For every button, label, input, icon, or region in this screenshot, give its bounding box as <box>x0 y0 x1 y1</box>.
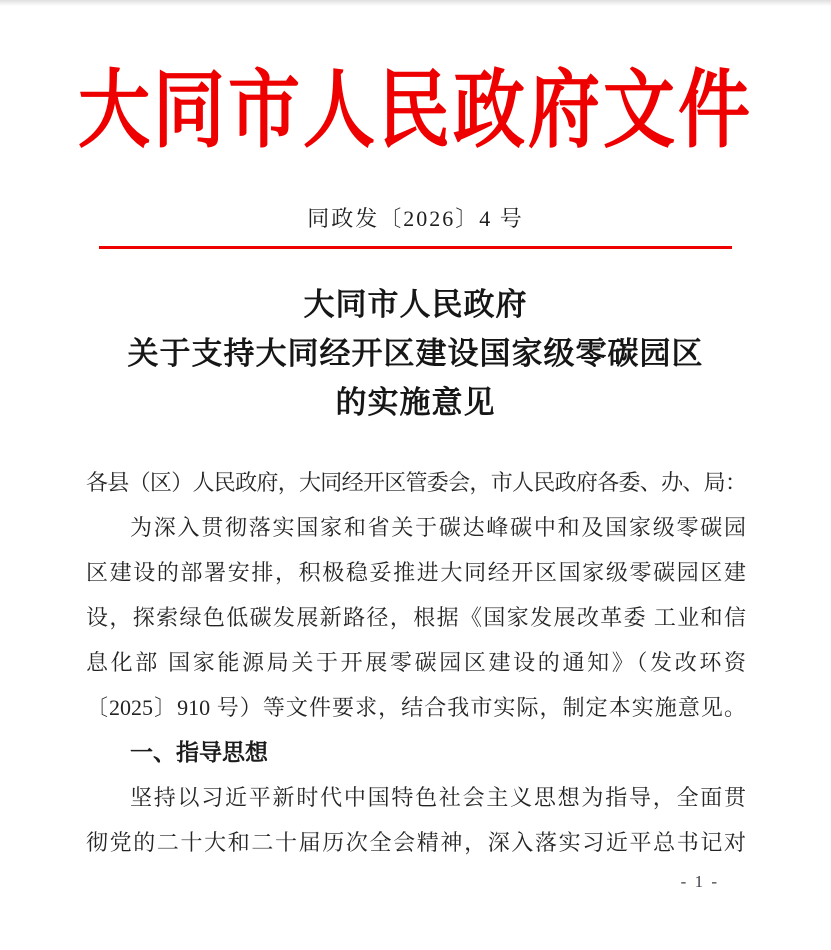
paragraph-1-line-2: 区建设的部署安排，积极稳妥推进大同经开区国家级零碳园区建 <box>86 560 746 585</box>
paragraph-2-line-2: 彻党的二十大和二十届历次全会精神，深入落实习近平总书记对 <box>86 830 746 855</box>
paragraph-1-line-5: 〔2025〕910 号）等文件要求，结合我市实际，制定本实施意见。 <box>86 695 746 720</box>
document-number: 同政发〔2026〕4 号 <box>307 206 524 231</box>
document-title-line-2: 关于支持大同经开区建设国家级零碳园区 <box>127 336 704 371</box>
paragraph-1-line-4: 息化部 国家能源局关于开展零碳园区建设的通知》（发改环资 <box>86 650 746 675</box>
paragraph-1-line-1: 为深入贯彻落实国家和省关于碳达峰碳中和及国家级零碳园 <box>130 515 746 540</box>
scan-top-edge <box>0 0 831 6</box>
red-divider-line <box>99 246 732 249</box>
paragraph-1-line-3: 设，探索绿色低碳发展新路径，根据《国家发展改革委 工业和信 <box>86 605 746 630</box>
page-number: - 1 - <box>680 872 719 891</box>
letterhead-title: 大同市人民政府文件 <box>77 64 753 159</box>
document-title-line-1: 大同市人民政府 <box>303 287 528 322</box>
paragraph-2-line-1: 坚持以习近平新时代中国特色社会主义思想为指导，全面贯 <box>130 785 746 810</box>
document-body <box>86 460 746 865</box>
section-heading-1: 一、指导思想 <box>130 739 268 765</box>
salutation-line: 各县（区）人民政府，大同经开区管委会，市人民政府各委、办、局： <box>86 470 746 495</box>
document-title <box>0 280 831 427</box>
document-title-line-3: 的实施意见 <box>335 385 496 420</box>
